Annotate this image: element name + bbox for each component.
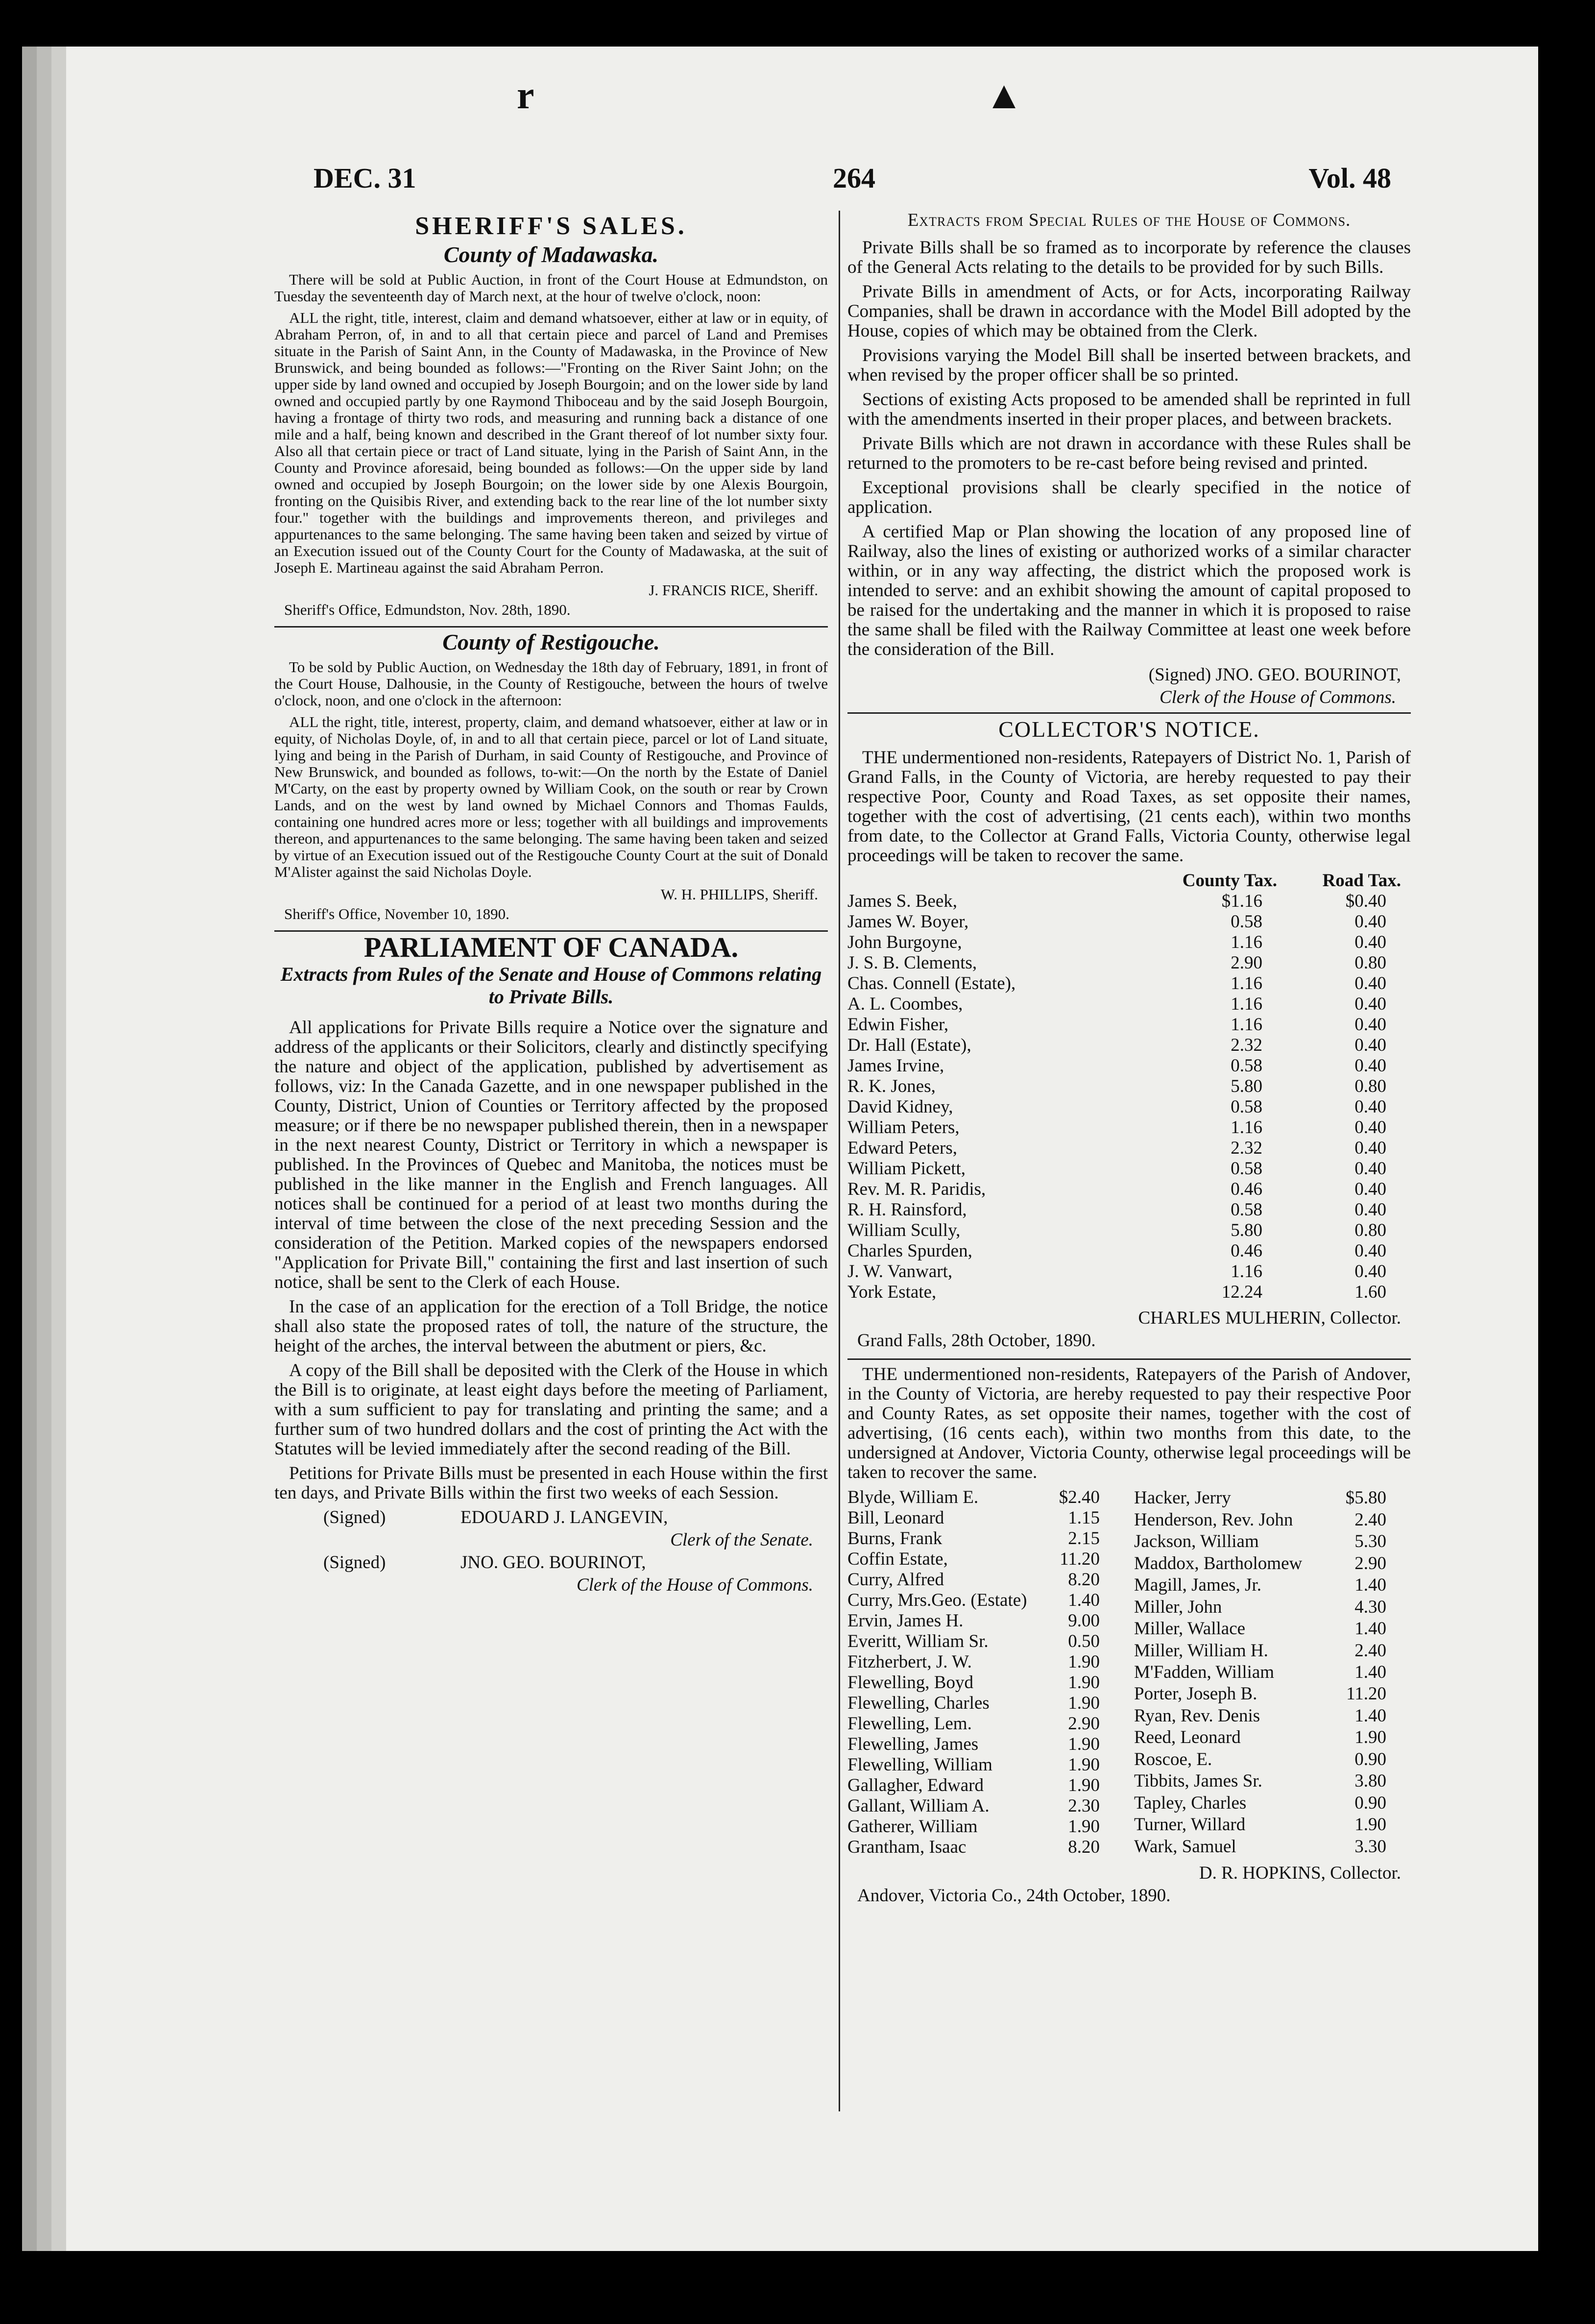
- restigouche-intro: To be sold by Public Auction, on Wednesday the 18th day of February, 1891, in front of the Court House, Dalhousie, in the County of Restigouche, between the hours of twelve o'clock, noon, and one o'clock in the afternoon:: [274, 658, 828, 709]
- name-cell: Gallant, William A.: [847, 1796, 990, 1816]
- table-row: [847, 1570, 1124, 1590]
- name-cell: Tapley, Charles: [1134, 1792, 1247, 1813]
- table-row: [847, 1528, 1124, 1549]
- amount-cell: 0.40: [1354, 973, 1386, 993]
- signer-title: Clerk of the House of Commons.: [576, 1575, 813, 1595]
- amount-cell: 0.40: [1354, 1015, 1386, 1035]
- table-row: [847, 1282, 1411, 1303]
- name-cell: Magill, James, Jr.: [1134, 1575, 1262, 1596]
- amount-cell: 0.40: [1354, 1241, 1386, 1261]
- commons-clerk: Clerk of the House of Commons.: [1159, 687, 1396, 707]
- table-row: [1134, 1836, 1411, 1858]
- amount-cell: 0.90: [1354, 1749, 1386, 1769]
- amount-cell: $5.80: [1345, 1488, 1386, 1508]
- name-cell: Flewelling, Charles: [847, 1693, 990, 1713]
- table-row: [847, 1138, 1411, 1159]
- name-cell: Everitt, William Sr.: [847, 1631, 989, 1651]
- restigouche-heading: County of Restigouche.: [442, 629, 660, 654]
- table-row: [1134, 1596, 1411, 1618]
- table-row: [847, 1220, 1411, 1241]
- amount-cell: 2.90: [1354, 1553, 1386, 1574]
- grand-falls-tax-table: [847, 871, 1411, 1303]
- name-cell: William Scully,: [847, 1220, 961, 1240]
- amount-cell: 0.80: [1354, 1076, 1386, 1096]
- amount-cell: 0.40: [1354, 994, 1386, 1014]
- amount-cell: 1.40: [1354, 1705, 1386, 1726]
- table-row: [847, 1159, 1411, 1179]
- name-cell: Bill, Leonard: [847, 1508, 944, 1528]
- table-row: [1134, 1640, 1411, 1661]
- table-row: [847, 1241, 1411, 1261]
- andover-intro: THE undermentioned non-residents, Ratepayers of the Parish of Andover, in the County of Victoria, are hereby requested to pay their respective Poor and County Rates, as set opposite their names, together with the cost of advertising, (16 cents each), within two months from this date, to the undersigned at Andover, Victoria County, otherwise legal proceedings will be taken to recover the same.: [847, 1364, 1411, 1482]
- amount-cell: 11.20: [1346, 1684, 1386, 1704]
- table-row: [847, 1076, 1411, 1097]
- table-row: [847, 912, 1411, 932]
- amount-cell: 1.16: [1231, 973, 1263, 993]
- header-volume: Vol. 48: [1308, 162, 1391, 194]
- name-cell: Curry, Mrs.Geo. (Estate): [847, 1590, 1027, 1610]
- collector-notice-title: COLLECTOR'S NOTICE.: [998, 717, 1260, 742]
- name-cell: James W. Boyer,: [847, 912, 969, 932]
- name-cell: Edwin Fisher,: [847, 1015, 949, 1035]
- name-cell: Gallagher, Edward: [847, 1775, 984, 1795]
- name-cell: Charles Spurden,: [847, 1241, 972, 1261]
- header-date: DEC. 31: [314, 162, 416, 194]
- table-row: [847, 1652, 1124, 1672]
- name-cell: Wark, Samuel: [1134, 1836, 1236, 1857]
- amount-cell: 1.90: [1068, 1734, 1100, 1754]
- parliament-subtitle: Extracts from Rules of the Senate and House of Commons relating to Private Bills.: [280, 963, 822, 1008]
- name-cell: J. W. Vanwart,: [847, 1261, 953, 1282]
- amount-cell: 1.40: [1354, 1619, 1386, 1639]
- parliament-paragraph: All applications for Private Bills require a Notice over the signature and address of the applicants or their Solicitors, clearly and distinctly specifying the nature and object of the application, published by advertisement as follows, viz: In the Canada Gazette, and in one newspaper published in the County, District, Union of Counties or Territory affected by the proposed measure; or if there be no newspaper published therein, then in a newspaper in the next nearest County, District or Territory in which a newspaper is published. In the Provinces of Quebec and Manitoba, the notices must be published in the like manner in the English and French languages. All notices shall be continued for a period of at least two months during the interval of time between the close of the next preceding Session and the consideration of the Petition. Marked copies of the newspapers endorsed "Application for Private Bill," containing the first and last insertion of such notice, shall be sent to the Clerk of each House.: [274, 1017, 828, 1292]
- right-column: [847, 211, 1411, 1913]
- amount-cell: 0.46: [1231, 1241, 1263, 1261]
- table-row: [847, 1097, 1411, 1117]
- amount-cell: 0.40: [1354, 1097, 1386, 1117]
- table-row: [847, 891, 1411, 912]
- amount-cell: 2.30: [1068, 1796, 1100, 1816]
- amount-cell: 0.40: [1354, 1117, 1386, 1138]
- andover-table-left: [847, 1487, 1124, 1858]
- table-row: [847, 1015, 1411, 1035]
- name-cell: Reed, Leonard: [1134, 1727, 1241, 1748]
- commons-paragraph: A certified Map or Plan showing the location of any proposed line of Railway, also the lines of existing or authorized works of a similar character within, or in any way affecting, the district which the proposed work is intended to serve: and an exhibit showing the amount of capital proposed to be raised for the undertaking and the manner in which it is proposed to raise the same shall be filed with the Railway Committee at least one week before the consideration of the Bill.: [847, 522, 1411, 659]
- table-row: [847, 973, 1411, 994]
- table-row: [847, 1672, 1124, 1693]
- amount-cell: 5.80: [1231, 1076, 1263, 1096]
- signed-label: (Signed): [323, 1507, 386, 1527]
- collector-dated: Grand Falls, 28th October, 1890.: [857, 1331, 1096, 1351]
- amount-cell: 3.30: [1354, 1836, 1386, 1857]
- andover-signer: D. R. HOPKINS, Collector.: [1199, 1863, 1401, 1883]
- amount-cell: 11.20: [1060, 1549, 1100, 1569]
- amount-cell: 1.40: [1068, 1590, 1100, 1610]
- amount-cell: 1.90: [1354, 1727, 1386, 1748]
- amount-cell: 0.90: [1354, 1792, 1386, 1813]
- table-row: [847, 1117, 1411, 1138]
- amount-cell: 5.80: [1231, 1220, 1263, 1240]
- signer-name: EDOUARD J. LANGEVIN,: [460, 1507, 668, 1527]
- name-cell: Edward Peters,: [847, 1138, 957, 1158]
- name-cell: William Pickett,: [847, 1159, 966, 1179]
- amount-cell: 1.90: [1068, 1775, 1100, 1795]
- name-cell: Flewelling, Boyd: [847, 1672, 973, 1693]
- parliament-paragraph: A copy of the Bill shall be deposited with the Clerk of the House in which the Bill is to originate, at least eight days before the meeting of Parliament, with a sum sufficient to pay for translating and printing the same; and a further sum of two hundred dollars and the cost of printing the Act with the Statutes will be levied immediately after the second reading of the Bill.: [274, 1360, 828, 1459]
- page-stack-edge: [22, 47, 66, 2251]
- name-cell: Turner, Willard: [1134, 1815, 1246, 1835]
- amount-cell: 1.16: [1231, 1015, 1263, 1035]
- parliament-title: PARLIAMENT OF CANADA.: [363, 931, 739, 963]
- table-row: [847, 932, 1411, 953]
- amount-cell: 1.90: [1068, 1755, 1100, 1775]
- table-row: [1134, 1487, 1411, 1509]
- table-row: [847, 1056, 1411, 1076]
- name-cell: Fitzherbert, J. W.: [847, 1652, 972, 1672]
- name-cell: Porter, Joseph B.: [1134, 1684, 1257, 1704]
- amount-cell: 1.90: [1068, 1672, 1100, 1693]
- amount-cell: 0.58: [1231, 1097, 1263, 1117]
- divider: [847, 1358, 1411, 1360]
- header-page-number: 264: [833, 162, 875, 194]
- name-cell: Miller, William H.: [1134, 1640, 1268, 1661]
- collector-signer: CHARLES MULHERIN, Collector.: [1138, 1308, 1401, 1328]
- amount-cell: 1.16: [1231, 994, 1263, 1014]
- divider: [847, 712, 1411, 714]
- name-cell: R. K. Jones,: [847, 1076, 936, 1096]
- table-header-row: [847, 871, 1411, 891]
- table-row: [1134, 1814, 1411, 1836]
- table-row: [847, 1837, 1124, 1858]
- andover-dated: Andover, Victoria Co., 24th October, 1890.: [857, 1886, 1171, 1906]
- name-cell: Hacker, Jerry: [1134, 1488, 1231, 1508]
- name-cell: Miller, John: [1134, 1597, 1222, 1617]
- amount-cell: 8.20: [1068, 1837, 1100, 1857]
- amount-cell: 0.40: [1354, 1056, 1386, 1076]
- table-row: [1134, 1618, 1411, 1640]
- name-cell: M'Fadden, William: [1134, 1662, 1275, 1682]
- name-cell: Coffin Estate,: [847, 1549, 948, 1569]
- name-cell: Tibbits, James Sr.: [1134, 1771, 1262, 1791]
- name-cell: Gatherer, William: [847, 1816, 978, 1837]
- amount-cell: 1.90: [1068, 1693, 1100, 1713]
- amount-cell: 2.32: [1231, 1035, 1263, 1055]
- name-cell: Ervin, James H.: [847, 1611, 964, 1631]
- madawaska-dated: Sheriff's Office, Edmundston, Nov. 28th, 1890.: [284, 601, 571, 618]
- commons-paragraph: Private Bills in amendment of Acts, or for Acts, incorporating Railway Companies, shall be drawn in accordance with the Model Bill adopted by the House, copies of which may be obtained from the Clerk.: [847, 282, 1411, 341]
- table-row: [847, 953, 1411, 973]
- amount-cell: 2.40: [1354, 1640, 1386, 1661]
- amount-cell: 1.16: [1231, 932, 1263, 952]
- name-cell: Curry, Alfred: [847, 1570, 944, 1590]
- table-row: [847, 1508, 1124, 1528]
- restigouche-body: ALL the right, title, interest, property, claim, and demand whatsoever, either at law or in equity, of Nicholas Doyle, of, in and to all that certain piece, parcel or lot of Land situate, lying and being in the Parish of Durham, in said County of Restigouche, and Province of New Brunswick, and bounded as follows, to-wit:—On the north by the Estate of Daniel M'Carty, on the east by property owned by William Cook, on the south or rear by Crown Lands, and on the west by land owned by Michael Connors and Thomas Faulds, containing one hundred acres more or less; together with all buildings and improvements thereon, and appurtenances to the same belonging. The same having been taken and seized by virtue of an Execution issued out of the Restigouche County Court at the suit of Donald M'Alister against the said Nicholas Doyle.: [274, 713, 828, 880]
- amount-cell: 1.40: [1354, 1662, 1386, 1682]
- name-cell: Flewelling, Lem.: [847, 1714, 972, 1734]
- parliament-paragraph: In the case of an application for the erection of a Toll Bridge, the notice shall also state the proposed rates of toll, the nature of the structure, the height of the arches, the interval between the abutment or piers, &c.: [274, 1297, 828, 1356]
- amount-cell: 0.80: [1354, 1220, 1386, 1240]
- name-cell: J. S. B. Clements,: [847, 953, 977, 973]
- amount-cell: 1.16: [1231, 1117, 1263, 1138]
- commons-paragraph: Private Bills shall be so framed as to incorporate by reference the clauses of the General Acts relating to the details to be provided for by such Bills.: [847, 238, 1411, 277]
- amount-cell: 1.40: [1354, 1575, 1386, 1596]
- name-cell: Flewelling, William: [847, 1755, 992, 1775]
- table-row: [1134, 1662, 1411, 1683]
- divider: [274, 626, 828, 628]
- amount-cell: 2.40: [1354, 1509, 1386, 1530]
- table-row: [847, 1611, 1124, 1631]
- name-cell: Roscoe, E.: [1134, 1749, 1212, 1769]
- madawaska-body: ALL the right, title, interest, claim and demand whatsoever, either at law or in equity, of Abraham Perron, of, in and to all that certain piece and parcel of Land and Premises situate in the Parish of Saint Ann, in the County of Madawaska, in the Province of New Brunswick, and being bounded as follows:—"Fronting on the River Saint John; on the upper side by land owned and occupied by Joseph Bourgoin; and on the lower side by land owned and occupied partly by one Raymond Thiboceau and by the said Joseph Bourgoin, having a frontage of thirty two rods, and measuring and running back a distance of one mile and a half, being known and described in the Grant thereof of lot number sixty four. Also all that certain piece or tract of Land situate, lying in the Parish of Saint Ann, in the County and Province aforesaid, being bounded as follows:—On the upper side by land owned and occupied by Joseph Bourgoin; on the lower side by one Alexis Bourgoin, fronting on the Quisibis River, and extending back to the rear line of the lot number sixty four." together with the buildings and improvements thereon, and privileges and appurtenances to the same belonging. The same having been taken and seized by virtue of an Execution issued out of the County Court for the County of Madawaska, at the suit of Joseph E. Martineau against the said Abraham Perron.: [274, 309, 828, 576]
- restigouche-dated: Sheriff's Office, November 10, 1890.: [284, 905, 509, 922]
- amount-cell: 1.60: [1354, 1282, 1386, 1302]
- amount-cell: 12.24: [1221, 1282, 1263, 1302]
- amount-cell: 0.40: [1354, 1138, 1386, 1158]
- name-cell: R. H. Rainsford,: [847, 1200, 967, 1220]
- table-row: [1134, 1574, 1411, 1596]
- amount-cell: 3.80: [1354, 1771, 1386, 1791]
- amount-cell: 5.30: [1354, 1531, 1386, 1552]
- table-row: [847, 1590, 1124, 1611]
- name-cell: Jackson, William: [1134, 1531, 1259, 1552]
- column-divider: [839, 211, 840, 2111]
- name-cell: James Irvine,: [847, 1056, 944, 1076]
- amount-cell: $2.40: [1059, 1487, 1100, 1507]
- amount-cell: 0.40: [1354, 1200, 1386, 1220]
- table-row: [847, 1549, 1124, 1570]
- amount-cell: $1.16: [1221, 891, 1263, 911]
- column-header-road-tax: Road Tax.: [1322, 871, 1401, 891]
- name-cell: William Peters,: [847, 1117, 960, 1138]
- column-header-county-tax: County Tax.: [1182, 871, 1278, 891]
- commons-paragraph: Provisions varying the Model Bill shall be inserted between brackets, and when revised by the proper officer shall be so printed.: [847, 345, 1411, 385]
- amount-cell: 1.16: [1231, 1261, 1263, 1282]
- signed-label: (Signed): [323, 1552, 386, 1573]
- amount-cell: 0.58: [1231, 1056, 1263, 1076]
- table-row: [1134, 1683, 1411, 1705]
- name-cell: Ryan, Rev. Denis: [1134, 1705, 1260, 1726]
- ink-mark-right: ▲: [985, 74, 1024, 117]
- table-row: [847, 1179, 1411, 1200]
- name-cell: Henderson, Rev. John: [1134, 1509, 1293, 1530]
- ink-mark-left: r: [517, 74, 534, 117]
- name-cell: Miller, Wallace: [1134, 1619, 1246, 1639]
- amount-cell: 0.40: [1354, 1035, 1386, 1055]
- name-cell: Chas. Connell (Estate),: [847, 973, 1016, 993]
- table-row: [847, 1693, 1124, 1714]
- amount-cell: 8.20: [1068, 1570, 1100, 1590]
- table-row: [847, 1200, 1411, 1220]
- parliament-signature-2: [274, 1553, 828, 1573]
- table-row: [1134, 1705, 1411, 1727]
- amount-cell: 0.40: [1354, 912, 1386, 932]
- amount-cell: 4.30: [1354, 1597, 1386, 1617]
- table-row: [847, 994, 1411, 1015]
- parliament-paragraph: Petitions for Private Bills must be presented in each House within the first ten days, and Private Bills within the first two weeks of each Session.: [274, 1463, 828, 1503]
- andover-table-right: [1134, 1487, 1411, 1858]
- table-row: [1134, 1531, 1411, 1552]
- amount-cell: 0.40: [1354, 1261, 1386, 1282]
- table-row: [1134, 1509, 1411, 1530]
- table-row: [847, 1714, 1124, 1734]
- amount-cell: 1.15: [1068, 1508, 1100, 1528]
- table-row: [847, 1755, 1124, 1775]
- amount-cell: 2.90: [1231, 953, 1263, 973]
- name-cell: Blyde, William E.: [847, 1487, 979, 1507]
- amount-cell: 0.40: [1354, 932, 1386, 952]
- amount-cell: 2.15: [1068, 1528, 1100, 1549]
- name-cell: A. L. Coombes,: [847, 994, 963, 1014]
- amount-cell: 0.58: [1231, 1159, 1263, 1179]
- name-cell: Rev. M. R. Paridis,: [847, 1179, 986, 1199]
- amount-cell: 0.50: [1068, 1631, 1100, 1651]
- amount-cell: 0.40: [1354, 1159, 1386, 1179]
- name-cell: Maddox, Bartholomew: [1134, 1553, 1303, 1574]
- commons-rules-title: Extracts from Special Rules of the House of Commons.: [907, 210, 1351, 230]
- commons-signer: (Signed) JNO. GEO. BOURINOT,: [1148, 665, 1401, 685]
- table-row: [1134, 1749, 1411, 1770]
- amount-cell: 0.40: [1354, 1179, 1386, 1199]
- signer-name: JNO. GEO. BOURINOT,: [460, 1552, 646, 1573]
- commons-paragraph: Exceptional provisions shall be clearly specified in the notice of application.: [847, 478, 1411, 517]
- page-header: [314, 162, 1391, 196]
- amount-cell: 9.00: [1068, 1611, 1100, 1631]
- name-cell: Dr. Hall (Estate),: [847, 1035, 971, 1055]
- left-column: [274, 211, 828, 1595]
- amount-cell: 0.46: [1231, 1179, 1263, 1199]
- table-row: [847, 1775, 1124, 1796]
- amount-cell: 0.58: [1231, 912, 1263, 932]
- table-row: [847, 1734, 1124, 1755]
- table-row: [1134, 1792, 1411, 1814]
- commons-paragraph: Private Bills which are not drawn in accordance with these Rules shall be returned to the promoters to be re-cast before being revised and printed.: [847, 434, 1411, 473]
- amount-cell: $0.40: [1345, 891, 1386, 911]
- commons-paragraph: Sections of existing Acts proposed to be amended shall be reprinted in full with the amendments inserted in their proper places, and between brackets.: [847, 389, 1411, 429]
- amount-cell: 1.90: [1068, 1652, 1100, 1672]
- table-row: [847, 1631, 1124, 1652]
- table-row: [1134, 1770, 1411, 1792]
- table-row: [847, 1035, 1411, 1056]
- amount-cell: 2.32: [1231, 1138, 1263, 1158]
- madawaska-intro: There will be sold at Public Auction, in front of the Court House at Edmundston, on Tuesday the seventeenth day of March next, at the hour of twelve o'clock, noon:: [274, 271, 828, 305]
- table-row: [1134, 1552, 1411, 1574]
- table-row: [1134, 1727, 1411, 1748]
- madawaska-signer: J. FRANCIS RICE, Sheriff.: [649, 581, 818, 599]
- name-cell: York Estate,: [847, 1282, 937, 1302]
- name-cell: James S. Beek,: [847, 891, 958, 911]
- name-cell: Grantham, Isaac: [847, 1837, 967, 1857]
- name-cell: Flewelling, James: [847, 1734, 979, 1754]
- madawaska-heading: County of Madawaska.: [443, 242, 659, 267]
- andover-lists: [847, 1487, 1411, 1858]
- name-cell: Burns, Frank: [847, 1528, 942, 1549]
- restigouche-signer: W. H. PHILLIPS, Sheriff.: [660, 886, 818, 903]
- amount-cell: 0.80: [1354, 953, 1386, 973]
- collector-intro: THE undermentioned non-residents, Ratepayers of District No. 1, Parish of Grand Falls, in the County of Victoria, are hereby requested to pay their respective Poor, County and Road Taxes, as set opposite their names, together with the cost of advertising, (21 cents each), within two months from date, to the Collector at Grand Falls, Victoria County, otherwise legal proceedings will be taken to recover the same.: [847, 748, 1411, 866]
- table-row: [847, 1816, 1124, 1837]
- name-cell: David Kidney,: [847, 1097, 953, 1117]
- name-cell: John Burgoyne,: [847, 932, 962, 952]
- table-row: [847, 1796, 1124, 1816]
- amount-cell: 0.58: [1231, 1200, 1263, 1220]
- amount-cell: 1.90: [1354, 1815, 1386, 1835]
- amount-cell: 2.90: [1068, 1714, 1100, 1734]
- table-row: [847, 1487, 1124, 1508]
- signer-title: Clerk of the Senate.: [670, 1530, 813, 1550]
- amount-cell: 1.90: [1068, 1816, 1100, 1837]
- table-row: [847, 1261, 1411, 1282]
- sheriff-sales-title: SHERIFF'S SALES.: [415, 212, 687, 240]
- parliament-signature-1: [274, 1508, 828, 1527]
